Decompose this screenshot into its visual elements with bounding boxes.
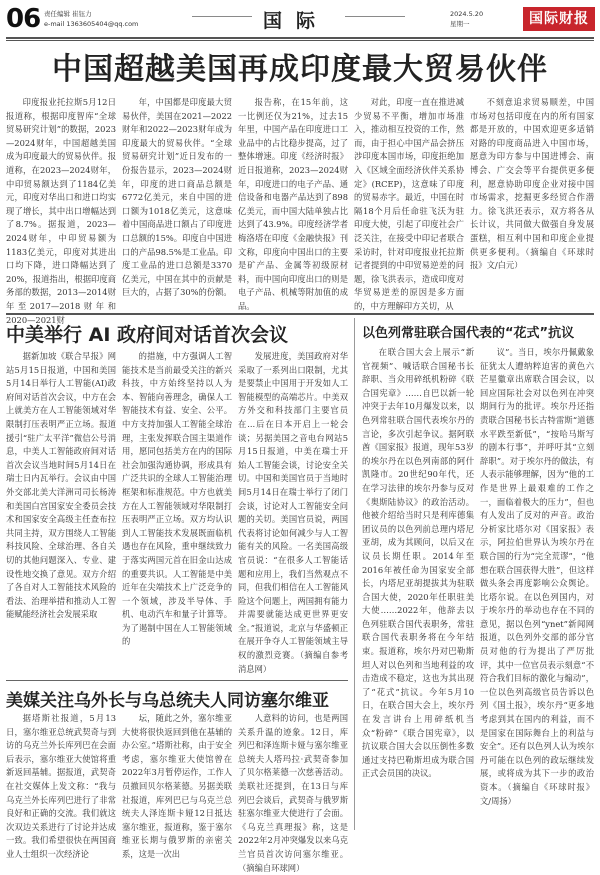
section-label: 国际: [263, 10, 330, 32]
ai-story-headline: 中美举行 AI 政府间对话首次会议: [6, 324, 289, 346]
wala-paragraph: 坛，随此之外，塞尔维亚大使将很快返回到他在基辅的办公室。”塔斯社称，由于安全考虑，塞尔维亚大使馆曾在2022年3月暂停运作，工作人员撤回贝尔格莱德。另据美联社报道，库列巴已与乌克兰总统夫人泽连斯卡娅12日抵达塞尔维亚，报道称，鉴于塞尔维亚长期与俄罗斯的亲密关系，这是一次出: [122, 713, 232, 859]
lead-column-5: [470, 96, 594, 310]
wala-story-headline: 美媒关注乌外长与乌总统夫人同访塞尔维亚: [6, 691, 329, 711]
lead-paragraph: 对此，印度一直在推进减少贸易不平衡，增加市场准入，推动相互投资的工作，然而，由于担心中国产品会挤压涉印度本国市场，印度拒绝加入《区域全面经济伙伴关系协定》(RCEP)，这意味了印度的贸易赤字。最近，中国在时隔18个月后任命驻飞沃为驻印度大使，引起了印度社会广泛关注，在接受中印记者联合采访时，针对印度报业托拉斯记者提到的中印贸易逆差的问题，徐飞洪表示，造成印度对华贸易逆差的原因是多方面的，中方理解印方关切，从: [354, 97, 464, 311]
wala-paragraph: 据塔斯社报道，5月13日，塞尔维亚总统武契奇与到访的乌克兰外长库列巴在会面后表示，塞尔维亚大使馆将重新返回基辅。据报道，武契奇在社交媒体上发文称：“我与乌克兰外长库列巴进行了非常良好和正确的交流。我们就这次双边关系进行了讨论并达成一致。我们希望很快在两国商业人士组织一次经济论: [6, 713, 116, 859]
section-ornament-left: [192, 16, 252, 17]
lead-paragraph: 年，中国都是印度最大贸易伙伴，美国在2021—2022财年和2022—2023财年成为印度最大的贸易伙伴。“全球贸易研究计划”近日发布的一份报告显示，2023—2024财年，印度的进口商品总额是6772亿美元，来自中国的进口额为1018亿美元，这意味着中国商品进口额占了印度进口总额的15%。印度自中国进口的产品98.5%是工业品。印度工业品的进口总额是3370亿美元，中国在其中的贡献是巨大的，占据了30%的份额。: [122, 97, 232, 298]
flower-paragraph: 议”。当日，埃尔丹佩戴象征犹太人遭纳粹迫害的黄色六芒星徽章出席联合国会议，以回应国际社会对以色列在冲突期间行为的批评。埃尔丹还指责联合国秘书长古特雷斯“道德水平跌至新低”，“按哈马斯写的剧本行事”，并呼吁其“立刻辞职”。对于埃尔丹的做法，有人表示能够理解，因为“他的工作是世界上最艰难的工作之一，面临着极大的压力”，但也有人发出了反对的声音。政治分析家比塔尔对《国家报》表示，阿拉伯世界认为埃尔丹在联合国的行为“完全荒谬”，“他想在联合国获得大胜”，但这样做头条会再度影响公众舆论。比塔尔说。在以色列国内，对于埃尔丹的举动也存在不同的意见，据以色列“ynet”新闻网报道，以色列外交部的部分官员对他的行为提出了严厉批评，其中一位官员表示刻意“不符合我们目标的激化与煽动”，一位以色列高级官员告诉以色列《国土报》，埃尔丹“更多地考虑到其在国内的利益，而不是国家在国际舞台上的利益与安全”。还有以色列人认为埃尔丹可能在以色列的政坛继续发展，或将成为其下一步的政治资本。（摘编自《环球时报》文/周扬）: [480, 347, 594, 806]
lead-column-4: [354, 96, 464, 310]
flower-paragraph: 在联合国大会上展示“新官视频”、喊话联合国秘书长辞职、当众用碎纸机粉碎《联合国宪章》……自巴以新一轮冲突于去年10月爆发以来，以色列常驻联合国代表埃尔丹的言论，多次引起争议。据阿联酋《国家报》报道，现年53岁的埃尔丹在以色列南部的阿什凯隆市。20世纪90年代，还在学习法律的埃尔丹参与反对《奥斯陆协议》的政治活动。他被介绍给当时只是利库德集团议员的以色列前总理内塔尼亚胡，成为其顾问，以后又在议员长期任职。2014年至2016年被任命为国家安全部长，内塔尼亚胡提拔其为驻联合国大使，2020年任职驻美大使……2022年，他辞去以色列驻联合国代表职务，常驻联合国代表职务将在今年结束。报道称，埃尔丹对巴勒斯坦人对以色列和当地利益的攻击造成不稳定，这也为其出现了“花式”抗议。今年5月10日，在联合国大会上，埃尔丹在发言讲台上用碎纸机当众“粉碎”《联合国宪章》，以抗议联合国大会以压倒性多数通过支持巴勒斯坦成为联合国正式会员国的决议。: [362, 347, 474, 779]
ai-column-3: [238, 350, 348, 675]
lead-column-3: [238, 96, 348, 310]
page-number: 06: [6, 4, 41, 34]
flower-story-headline: 以色列常驻联合国代表的“花式”抗议: [362, 326, 575, 341]
lead-paragraph: 报告称，在15年前，这一比例还仅为21%，过去15年里，中国产品在印度进口工业品中的占比稳步提高，过了整体增速。印度《经济时报》近日报道称，2023—2024财年，印度进口的电子产品、通信设备和电器产品达到了898亿美元，而中国大陆单独占比达到了43.9%。印度经济学者梅洛塔在印度《金融快报》刊文称，印度向中国出口的主要是矿产品、金属等初级原材料，而中国向印度出口的则是电子产品、机械等附加值的成品。: [238, 97, 348, 311]
email-line: e-mail 1363605404@qq.com: [44, 20, 139, 28]
date-line: 2024.5.20: [450, 10, 484, 18]
ai-paragraph: 的措施，中方强调人工智能技术是当前最受关注的新兴科技，中方始终坚持以人为本、智能向善理念，确保人工智能技术有益、安全、公平。中方支持加强人工智能全球治理，主张发挥联合国主渠道作用，愿同包括美方在内的国际社会加强沟通协调，形成具有广泛共识的全球人工智能治理框架和标准规范。中方也就美方在人工智能领域对华限制打压表明严正立场。双方均认识到人工智能技术发展既面临机遇也存在风险，重申继续致力于落实两国元首在旧金山达成的重要共识。人工智能是中美近年在尖端技术上广泛竞争的一个领域，涉及半导体、手机、电动汽车和量子计算等。为了遏制中国在人工智能领域的: [122, 351, 232, 647]
header-rule: [6, 37, 594, 39]
wala-paragraph: 人意料的访问，也是两国关系升温的迹象。12日，库列巴和泽连斯卡娅与塞尔维亚总统夫人塔玛拉·武契奇参加了贝尔格莱德一次慈善活动。美联社还提到，在13日与库列巴会谈后，武契奇与俄罗斯驻塞尔维亚大使进行了会面。《乌克兰真理报》称，这是2022年2月冲突爆发以来乌克兰官员首次访问塞尔维亚。（摘编自环球网）: [238, 713, 348, 873]
lead-bottom-rule: [6, 313, 594, 315]
editor-line: 责任编辑 崔钰力: [44, 10, 92, 18]
column-divider: [354, 318, 355, 830]
ai-bottom-rule: [6, 680, 348, 681]
ai-paragraph: 发展进度，美国政府对华采取了一系列出口限制，尤其是要禁止中国用于开发如人工智能模型的高端芯片。中美双方外交和科技部门主要官员在...后在日本开启上一轮会谈；另据美国之音电台网站5月15日报道，中美在瑞士开始人工智能会谈，讨论安全关切。中国和美国官员于当地时间5月14日在瑞士举行了闭门会谈，讨论对人工智能安全问题的关切。美国官员说，两国代表将讨论如何减少与人工智能有关的风险。一名美国高级官员说：“在很多人工智能话题和应用上，我们当然观点不同，但我们相信在人工智能风险这个问题上，两国拥有能力并需要就能达成更世界更安全。”报道说，北京与华盛顿正在展开争夺人工智能领域主导权的激烈竞赛。（摘编自参考消息网）: [238, 351, 348, 674]
flower-column-1: [362, 346, 474, 830]
flower-column-2: [480, 346, 594, 830]
page-header: [0, 0, 600, 40]
section-ornament-right: [345, 16, 405, 17]
wala-column-3: [238, 712, 348, 873]
lead-paragraph: 印度报业托拉斯5月12日报道称，根据印度智库“全球贸易研究计划”的数据，2023—2024财年，中国超越美国成为印度最大的贸易伙伴。报道称，在2023—2024财年，中印贸易额达到了1184亿美元，印度对华出口和进口均实现了增长，其中出口增幅达到了8.7%。据报道，2023—2024财年，中印贸易额为1183亿美元，印度对其进出口均下降，进口降幅达到了20%，报道指出，根据印度商务部的数据，2013—2014财年至2017—2018财年和2020—2021财: [6, 97, 116, 325]
ai-column-2: [122, 350, 232, 675]
wala-column-1: [6, 712, 116, 859]
ai-column-1: [6, 350, 116, 675]
wala-column-2: [122, 712, 232, 859]
masthead-logo: 国际财报: [523, 7, 595, 31]
lead-headline: 中国超越美国再成印度最大贸易伙伴: [52, 52, 548, 87]
header-rule-thin: [6, 40, 594, 41]
lead-paragraph: 不刻意追求贸易顺差，中国市场对包括印度在内的所有国家都是开放的，中国欢迎更多适销对路的印度商品进入中国市场，愿意为印方参与中国进博会、南博会、广交会等平台提供更多便利，愿意协助印度企业对接中国市场需求，挖掘更多经贸合作潜力。徐飞洪还表示，双方将各从长计议，共同做大做强自身发展蛋糕，相互利中国和印度企业提供更多便利。（摘编自《环球时报》文/白元）: [470, 97, 594, 271]
lead-column-1: [6, 96, 116, 325]
issue-date: [450, 9, 483, 29]
ai-paragraph: 据新加坡《联合早报》网站5月15日报道，中国和美国5月14日举行人工智能(AI)政府间对话首次会议，中方在会上就美方在人工智能领域对华限制打压表明严正立场。报道援引“驻广太平洋”微信公号消息，中美人工智能政府间对话首次会议当地时间5月14日在瑞士日内瓦举行。会议由中国外交部北美大洋洲司司长杨涛和美国白宫国家安全委员会技术和国家安全高级主任查布拉共同主持，双方围绕人工智能科技风险、全球治理、各自关切的其他问题深入、专业、建设性地交换了意见。双方介绍了各自对人工智能技术风险的看法、治理举措和推动人工智能赋能经济社会发展采取: [6, 351, 116, 620]
lead-column-2: [122, 96, 232, 310]
editor-info: [44, 9, 138, 29]
weekday-line: 星期一: [450, 20, 470, 28]
